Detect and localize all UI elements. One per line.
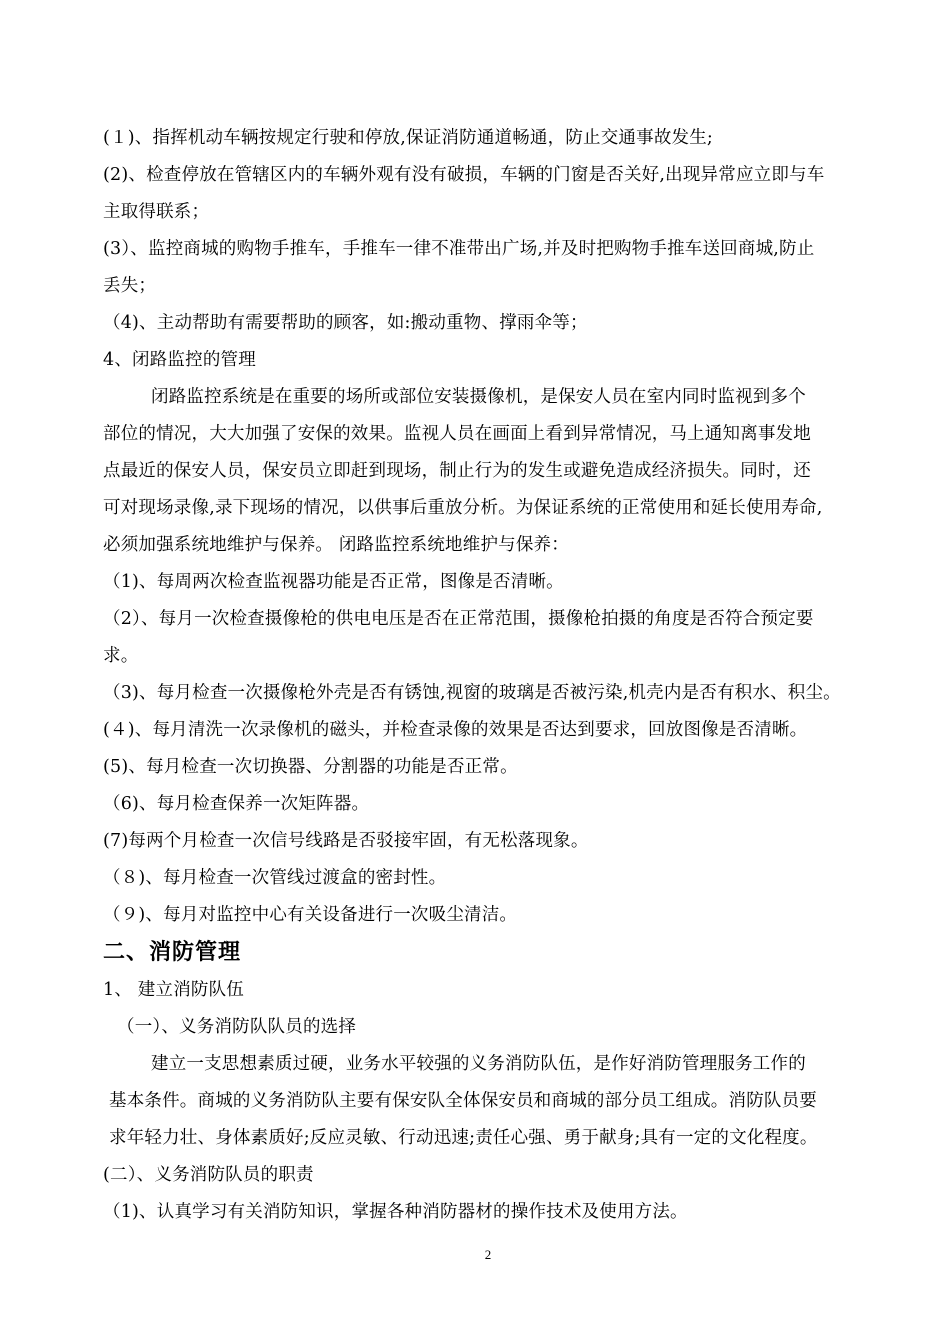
document-body <box>103 120 883 1231</box>
paragraph-line: 基本条件。商城的义务消防队主要有保安队全体保安员和商城的部分员工组成。消防队员要 <box>109 1091 817 1111</box>
list-item: (４)、每月清洗一次录像机的磁头，并检查录像的效果是否达到要求，回放图像是否清晰。 <box>103 720 808 740</box>
paragraph-line: 点最近的保安人员，保安员立即赶到现场，制止行为的发生或避免造成经济损失。同时，还 <box>103 461 811 481</box>
list-item: (7)每两个月检查一次信号线路是否驳接牢固，有无松落现象。 <box>103 831 589 851</box>
paragraph-line: 建立一支思想素质过硬，业务水平较强的义务消防队伍，是作好消防管理服务工作的 <box>151 1054 806 1074</box>
subsection-title: （一）、义务消防队队员的选择 <box>117 1017 357 1037</box>
paragraph-line: (１)、指挥机动车辆按规定行驶和停放,保证消防通道畅通，防止交通事故发生; <box>103 128 714 148</box>
list-item: （1)、认真学习有关消防知识，掌握各种消防器材的操作技术及使用方法。 <box>103 1202 688 1222</box>
list-item: （6)、每月检查保养一次矩阵器。 <box>103 794 370 814</box>
paragraph-line: 闭路监控系统是在重要的场所或部位安装摄像机，是保安人员在室内同时监视到多个 <box>151 387 806 407</box>
paragraph-line: 主取得联系； <box>103 202 210 222</box>
page-number: 2 <box>484 1247 492 1262</box>
section-subtitle: 4、闭路监控的管理 <box>103 350 256 370</box>
paragraph-line: 部位的情况，大大加强了安保的效果。监视人员在画面上看到异常情况，马上通知离事发地 <box>103 424 811 444</box>
list-item: （８)、每月检查一次管线过渡盒的密封性。 <box>103 868 447 888</box>
section-heading: 二、消防管理 <box>103 940 242 965</box>
list-item: （3)、每月检查一次摄像枪外壳是否有锈蚀,视窗的玻璃是否被污染,机壳内是否有积水、积尘。 <box>103 683 841 703</box>
paragraph-line: （4)、主动帮助有需要帮助的顾客，如:搬动重物、撑雨伞等； <box>103 313 588 333</box>
paragraph-line: 求年轻力壮、身体素质好;反应灵敏、行动迅速;责任心强、勇于献身;具有一定的文化程度。 <box>109 1128 818 1148</box>
paragraph-line: (2)、检查停放在管辖区内的车辆外观有没有破损，车辆的门窗是否关好,出现异常应立即与车 <box>103 165 825 185</box>
paragraph-line: 必须加强系统地维护与保养。 闭路监控系统地维护与保养： <box>103 535 569 555</box>
paragraph-line: 丢失； <box>103 276 157 296</box>
paragraph-line: (3）、监控商城的购物手推车，手推车一律不准带出广场,并及时把购物手推车送回商城,防止 <box>103 239 815 259</box>
section-subtitle: 1、 建立消防队伍 <box>103 980 244 1000</box>
list-item: (5)、每月检查一次切换器、分割器的功能是否正常。 <box>103 757 518 777</box>
paragraph-line: 求。 <box>103 646 139 666</box>
list-item: （2）、每月一次检查摄像枪的供电电压是否在正常范围，摄像枪拍摄的角度是否符合预定要 <box>103 609 814 629</box>
list-item: （９)、每月对监控中心有关设备进行一次吸尘清洁。 <box>103 905 518 925</box>
list-item: （1)、每周两次检查监视器功能是否正常，图像是否清晰。 <box>103 572 564 592</box>
paragraph-line: 可对现场录像,录下现场的情况，以供事后重放分析。为保证系统的正常使用和延长使用寿命, <box>103 498 823 518</box>
subsection-title: (二）、义务消防队员的职责 <box>103 1165 314 1185</box>
